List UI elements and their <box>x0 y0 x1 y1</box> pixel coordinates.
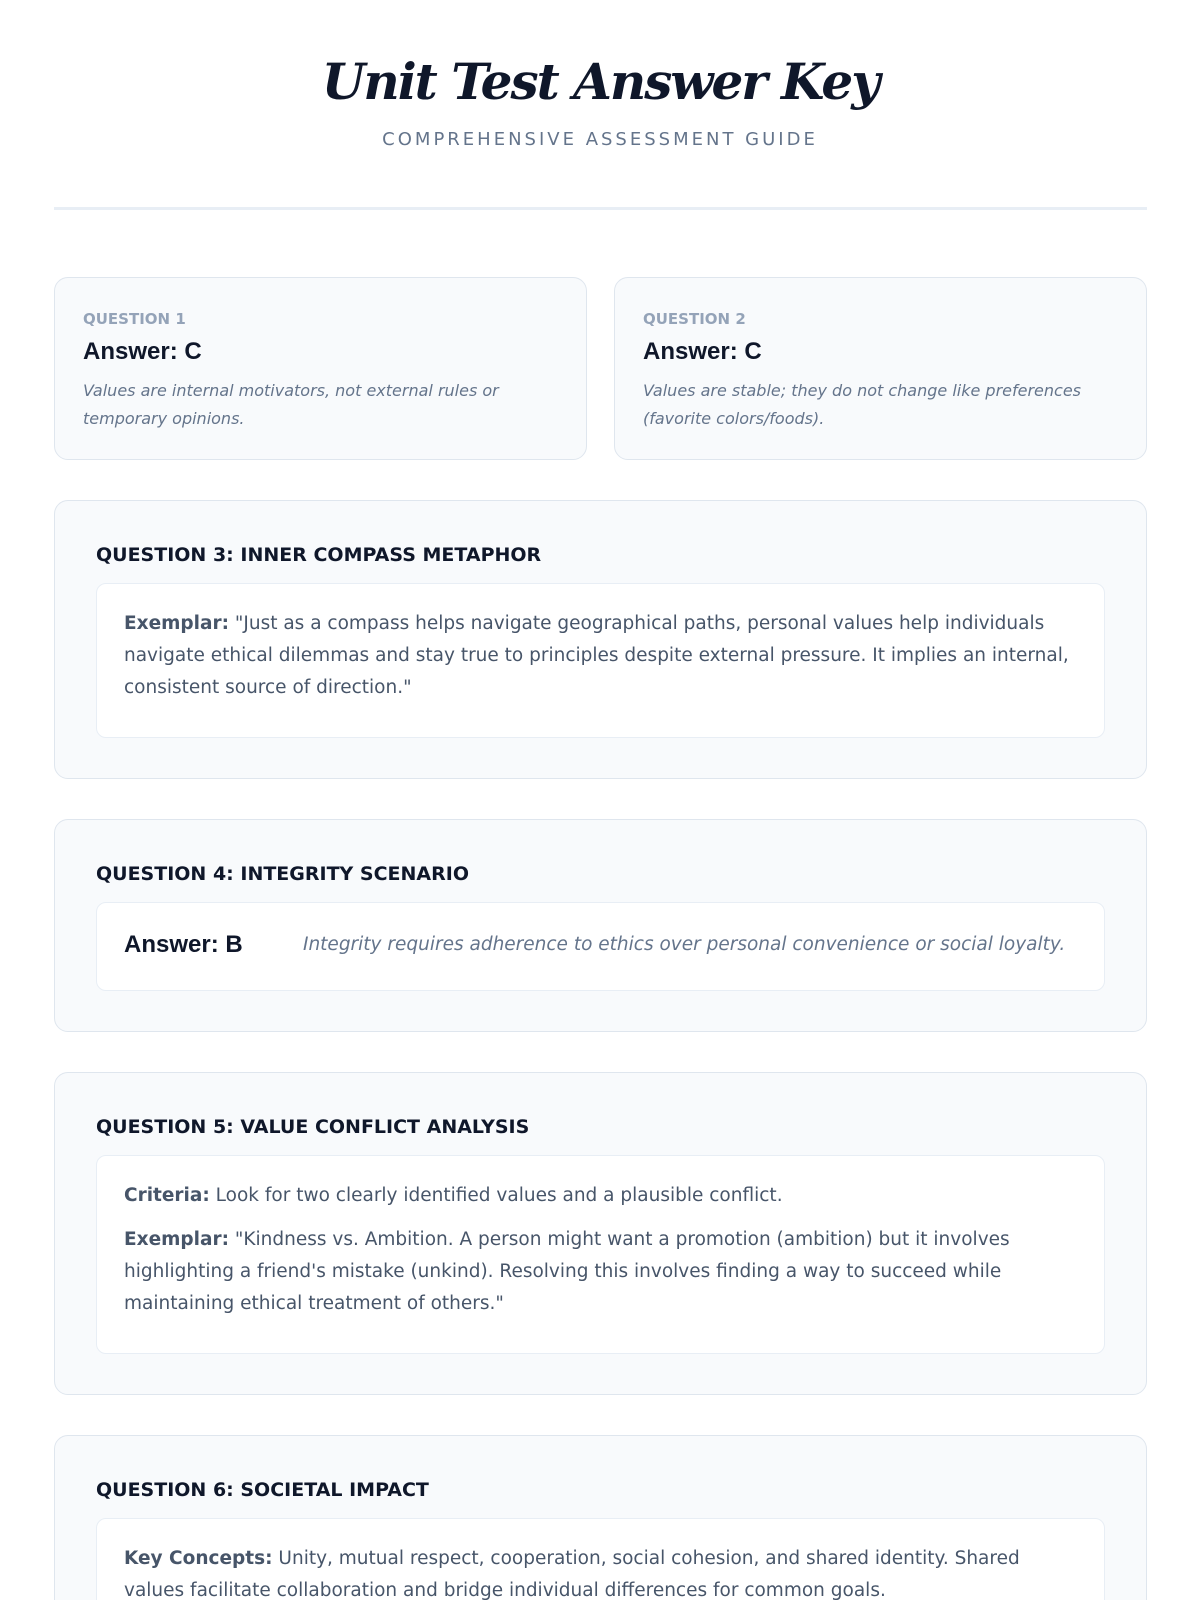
question-6-concepts-box <box>96 1518 1105 1600</box>
question-5-card <box>54 1072 1147 1395</box>
question-3-exemplar-label: Exemplar: <box>124 613 229 634</box>
header-divider <box>54 207 1147 210</box>
question-4-title: QUESTION 4: INTEGRITY SCENARIO <box>96 863 469 885</box>
question-6-title: QUESTION 6: SOCIETAL IMPACT <box>96 1479 429 1501</box>
question-6-card <box>54 1435 1147 1600</box>
question-6-concepts-label: Key Concepts: <box>124 1548 273 1569</box>
question-6-concepts <box>124 1543 1077 1600</box>
question-5-criteria-box <box>96 1155 1105 1354</box>
question-5-exemplar-label: Exemplar: <box>124 1229 229 1250</box>
question-1-answer: Answer: C <box>83 338 202 365</box>
question-4-answer: Answer: B <box>124 931 243 958</box>
question-4-note: Integrity requires adherence to ethics over personal convenience or social loyalty. <box>303 934 1066 955</box>
question-6-concepts-text: Unity, mutual respect, cooperation, social cohesion, and shared identity. Shared values facilitate collaboration and bridge individual differences for common goals. <box>124 1548 1020 1600</box>
question-5-criteria-text: Look for two clearly identified values and a plausible conflict. <box>215 1185 783 1206</box>
question-2-answer: Answer: C <box>643 338 762 365</box>
page-title: Unit Test Answer Key <box>321 52 879 111</box>
question-3-title: QUESTION 3: INNER COMPASS METAPHOR <box>96 544 542 566</box>
question-4-card <box>54 819 1147 1032</box>
page-subtitle: COMPREHENSIVE ASSESSMENT GUIDE <box>382 129 818 150</box>
question-2-label: QUESTION 2 <box>643 310 746 328</box>
question-5-exemplar-text: "Kindness vs. Ambition. A person might want a promotion (ambition) but it involves highlighting a friend's mistake (unkind). Resolving this involves finding a way to succeed while maintaining ethical treatment of others." <box>124 1229 1010 1314</box>
question-2-note: Values are stable; they do not change like preferences (favorite colors/foods). <box>643 380 1082 428</box>
question-2-card <box>614 277 1147 460</box>
question-3-exemplar-text: "Just as a compass helps navigate geographical paths, personal values help individuals navigate ethical dilemmas and stay true to principles despite external pressure. It implies an internal, consistent source of direction." <box>124 613 1069 698</box>
question-5-criteria <box>124 1180 1077 1212</box>
question-1-note: Values are internal motivators, not external rules or temporary opinions. <box>83 380 499 428</box>
question-5-criteria-label: Criteria: <box>124 1185 210 1206</box>
question-4-answer-box <box>96 902 1105 991</box>
question-3-card <box>54 500 1147 779</box>
question-3-exemplar-box <box>96 583 1105 738</box>
question-3-exemplar <box>124 608 1077 704</box>
question-1-label: QUESTION 1 <box>83 310 186 328</box>
question-1-card <box>54 277 587 460</box>
question-5-exemplar <box>124 1224 1077 1320</box>
question-5-title: QUESTION 5: VALUE CONFLICT ANALYSIS <box>96 1116 530 1138</box>
